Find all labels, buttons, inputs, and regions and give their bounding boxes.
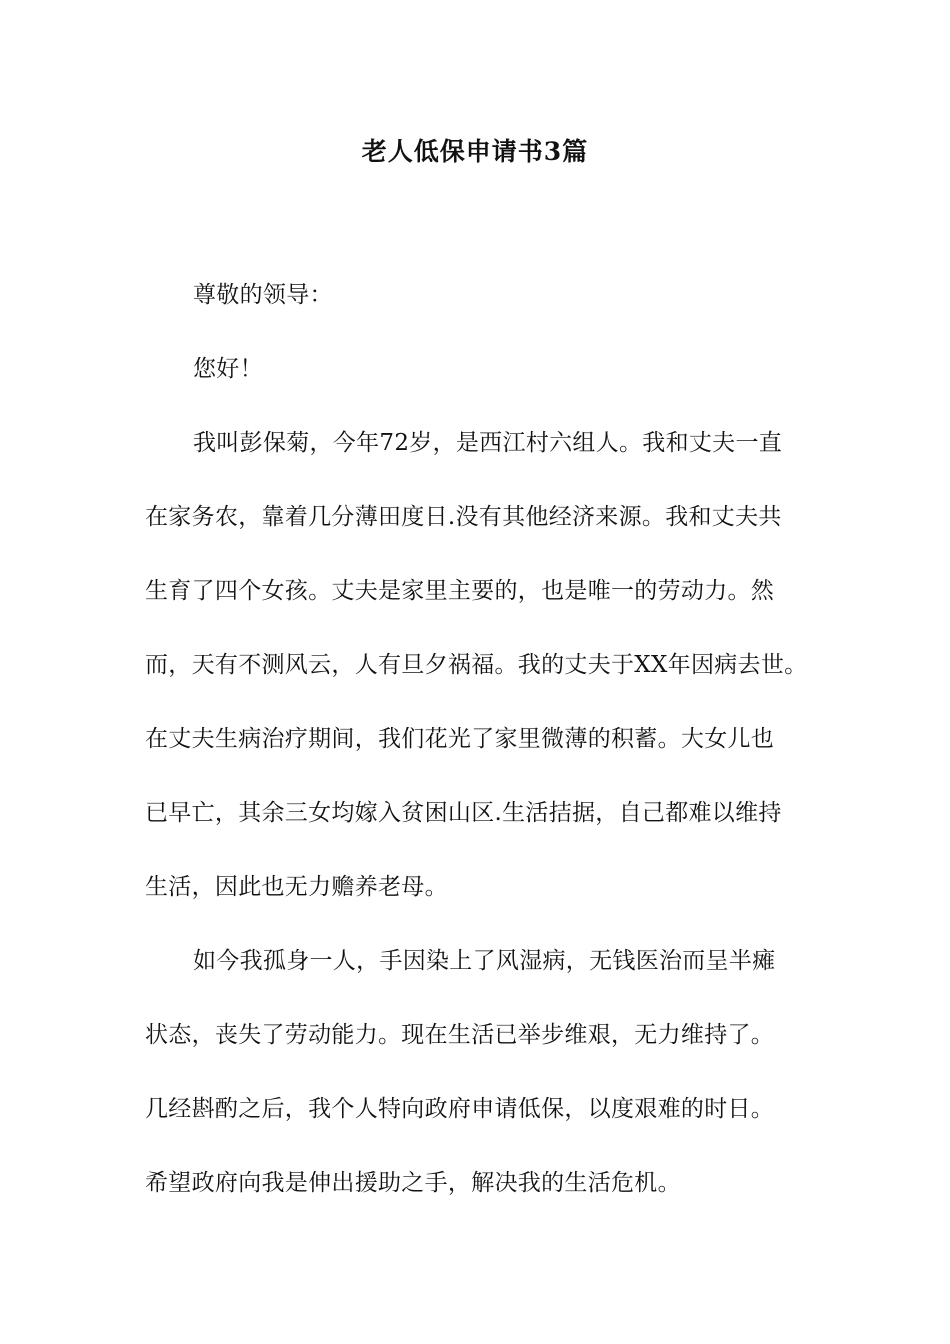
paragraph-line: 生活，因此也无力赡养老母。 <box>145 874 448 900</box>
paragraph-line: 希望政府向我是伸出援助之手，解决我的生活危机。 <box>145 1170 681 1196</box>
paragraph-line: 而，天有不测风云，人有旦夕祸福。我的丈夫于XX年因病去世。 <box>145 652 808 678</box>
document-body <box>145 258 820 1220</box>
document-title: 老人低保申请书3篇 <box>361 137 589 166</box>
paragraph-line: 我叫彭保菊，今年72岁，是西江村六组人。我和丈夫一直 <box>193 430 783 456</box>
greeting: 您好！ <box>193 356 263 382</box>
salutation: 尊敬的领导： <box>193 282 333 308</box>
paragraph-line: 如今我孤身一人，手因染上了风湿病，无钱医治而呈半瘫 <box>193 948 776 974</box>
paragraph-line: 几经斟酌之后，我个人特向政府申请低保，以度艰难的时日。 <box>145 1096 775 1122</box>
paragraph-line: 状态，丧失了劳动能力。现在生活已举步维艰，无力维持了。 <box>145 1022 775 1048</box>
paragraph-line: 在丈夫生病治疗期间，我们花光了家里微薄的积蓄。大女儿也 <box>145 726 775 752</box>
paragraph-line: 在家务农，靠着几分薄田度日.没有其他经济来源。我和丈夫共 <box>145 504 782 530</box>
paragraph-2 <box>145 924 820 1220</box>
paragraph-1 <box>145 406 820 924</box>
paragraph-line: 生育了四个女孩。丈夫是家里主要的，也是唯一的劳动力。然 <box>145 578 775 604</box>
paragraph-line: 已早亡，其余三女均嫁入贫困山区.生活拮据，自己都难以维持 <box>145 800 782 826</box>
